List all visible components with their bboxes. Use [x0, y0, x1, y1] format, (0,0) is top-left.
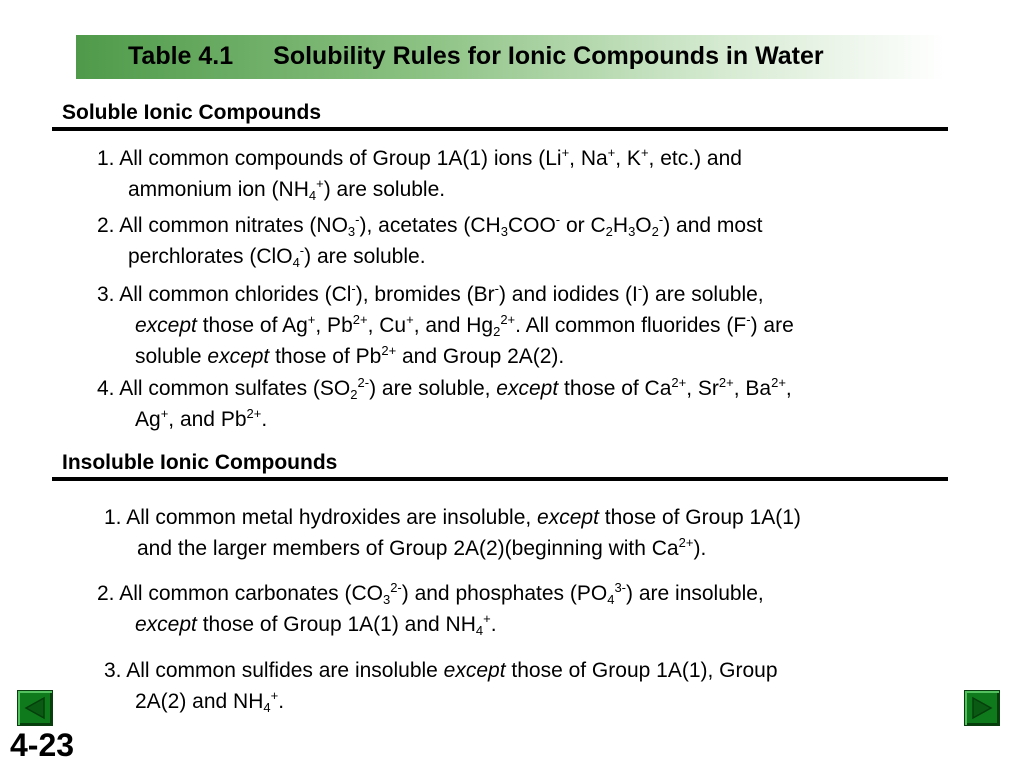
soluble-rule-4 [97, 373, 792, 435]
page-number: 4-23 [10, 727, 75, 763]
previous-slide-button[interactable] [17, 690, 53, 726]
insoluble-rule-1 [104, 502, 801, 564]
triangle-left-icon [22, 695, 48, 721]
soluble-rule-3 [97, 279, 794, 372]
triangle-right-icon [969, 695, 995, 721]
rule-line: 3. All common sulfides are insoluble except those of Group 1A(1), Group [104, 659, 778, 682]
table-title: Solubility Rules for Ionic Compounds in Water [273, 42, 824, 70]
soluble-rule-2 [97, 210, 762, 272]
rule-line: perchlorates (ClO$_4$-) are soluble. [128, 243, 426, 270]
rule-line: and the larger members of Group 2A(2)(beginning with $Ca^{2+}$). [137, 535, 707, 560]
rule-line: 4. All common sulfates $(SO_2^{2-})$ are soluble, except those of $Ca^{2+}$, $Sr^{2+}$, $Ba^{2+}$, [97, 375, 792, 402]
rule-line: 2. All common carbonates $(CO_3^{2-})$ and phosphates $(PO_4^{3-})$ are insoluble, [97, 580, 764, 607]
rule-line: 2. All common nitrates $(NO_3^-)$, acetates ($CH_3COO^-$ or $C_2H_3O_2^-$) and most [97, 212, 763, 239]
slide-title [128, 42, 824, 71]
rule-line: except those of Group 1A(1) and $NH_4^+$. [135, 611, 497, 638]
rule-line: ammonium ion $(NH_4^+)$ are soluble. [128, 176, 446, 203]
rule-line: except those of Ag+, $Pb^{2+}$, Cu+, and $Hg_2^{2+}$. All common fluorides (F-) are [135, 312, 794, 339]
insoluble-rule-2 [97, 578, 764, 640]
rule-line: Ag+, and $Pb^{2+}$. [135, 406, 268, 431]
insoluble-heading: Insoluble Ionic Compounds [52, 451, 948, 481]
rule-line: 1. All common compounds of Group 1A(1) ions (Li+, Na+, K+, etc.) and [97, 145, 742, 170]
soluble-rule-1 [97, 143, 742, 205]
rule-line: soluble except those of $Pb^{2+}$ and Group 2A(2). [135, 343, 565, 368]
rule-line: 1. All common metal hydroxides are insoluble, except those of Group 1A(1) [104, 506, 801, 529]
table-label: Table 4.1 [128, 42, 234, 70]
rule-line: 3. All common chlorides (Cl-), bromides (Br-) and iodides (I-) are soluble, [97, 281, 764, 306]
rule-line: 2A(2) and $NH_4^+$. [135, 688, 285, 715]
soluble-heading: Soluble Ionic Compounds [52, 101, 948, 131]
next-slide-button[interactable] [964, 690, 1000, 726]
insoluble-rule-3 [104, 655, 778, 717]
